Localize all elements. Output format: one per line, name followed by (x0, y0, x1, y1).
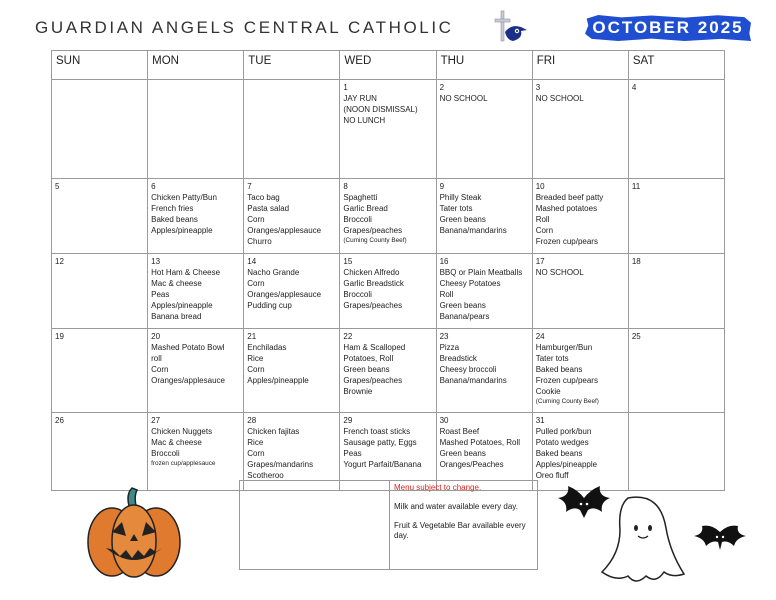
notes-blank-cell (240, 481, 390, 569)
cross-bird-logo (493, 10, 529, 48)
menu-item: Taco bag (247, 193, 280, 202)
menu-item: Oranges/applesauce (247, 226, 322, 235)
menu-item: Apples/pineapple (151, 301, 213, 310)
day-number: 10 (535, 182, 545, 191)
day-number: 20 (151, 332, 161, 341)
day-cell (340, 179, 436, 254)
day-cell (148, 413, 244, 491)
calendar-body (52, 80, 725, 491)
day-cell (436, 413, 532, 491)
weekday-header: SUN (52, 51, 148, 80)
day-cell (148, 80, 244, 179)
menu-item: Oranges/Peaches (439, 460, 504, 469)
menu-item: Corn (247, 279, 265, 288)
day-cell (628, 80, 724, 179)
menu-item: Corn (247, 449, 265, 458)
menu-item: Roll (535, 215, 550, 224)
weekday-header: THU (436, 51, 532, 80)
menu-item: Rice (247, 354, 264, 363)
menu-item: Broccoli (343, 215, 372, 224)
day-number: 7 (247, 182, 252, 191)
menu-item: Grapes/peaches (343, 226, 403, 235)
menu-item: Potatoes, Roll (343, 354, 394, 363)
menu-item: roll (151, 354, 162, 363)
menu-item: Banana bread (151, 312, 202, 321)
menu-item: Cookie (535, 387, 561, 396)
day-number: 6 (151, 182, 156, 191)
menu-item: Oreo fluff (535, 471, 569, 480)
menu-item: Rice (247, 438, 264, 447)
menu-item: Tater tots (535, 354, 569, 363)
day-number: 29 (343, 416, 353, 425)
menu-item: Cheesy broccoli (439, 365, 497, 374)
weekday-header: MON (148, 51, 244, 80)
month-title: OCTOBER 2025 (592, 18, 744, 37)
day-number: 24 (535, 332, 545, 341)
menu-item: Green beans (439, 301, 486, 310)
day-cell (436, 80, 532, 179)
day-cell (628, 254, 724, 329)
menu-item: Hot Ham & Cheese (151, 268, 221, 277)
menu-item: Mashed potatoes (535, 204, 598, 213)
menu-item: NO LUNCH (343, 116, 386, 125)
menu-item: Nacho Grande (247, 268, 300, 277)
month-banner (585, 15, 751, 41)
menu-item: Enchiladas (247, 343, 287, 352)
weekday-header: TUE (244, 51, 340, 80)
menu-item: (Cuming County Beef) (343, 237, 407, 244)
menu-item: Green beans (439, 449, 486, 458)
day-number: 13 (151, 257, 161, 266)
menu-item: Baked beans (535, 449, 583, 458)
menu-item: Chicken fajitas (247, 427, 300, 436)
day-cell (436, 329, 532, 413)
menu-item: Peas (151, 290, 170, 299)
menu-item: Corn (151, 365, 169, 374)
day-number: 16 (439, 257, 449, 266)
menu-item: Pizza (439, 343, 460, 352)
ghost-icon (598, 492, 688, 588)
menu-item: NO SCHOOL (535, 268, 584, 277)
day-number: 27 (151, 416, 161, 425)
menu-item: French toast sticks (343, 427, 411, 436)
menu-item: Yogurt Parfait/Banana (343, 460, 422, 469)
weekday-header: WED (340, 51, 436, 80)
day-cell (628, 329, 724, 413)
menu-item: Green beans (343, 365, 390, 374)
weekday-header: SAT (628, 51, 724, 80)
menu-item: Breaded beef patty (535, 193, 604, 202)
weekday-header: FRI (532, 51, 628, 80)
day-number: 23 (439, 332, 449, 341)
menu-item: Frozen cup/pears (535, 237, 598, 246)
week-row (52, 80, 725, 179)
day-number: 28 (247, 416, 257, 425)
day-cell (340, 413, 436, 491)
school-name: GUARDIAN ANGELS CENTRAL CATHOLIC (35, 18, 454, 37)
day-cell (148, 179, 244, 254)
day-number: 4 (631, 83, 637, 92)
day-cell (244, 413, 340, 491)
menu-item: Tater tots (439, 204, 473, 213)
day-number: 9 (439, 182, 445, 191)
menu-item: Peas (343, 449, 362, 458)
menu-item: (Cuming County Beef) (535, 398, 599, 405)
day-cell (436, 179, 532, 254)
day-number: 15 (343, 257, 353, 266)
menu-change-notice: Menu subject to change. (394, 483, 482, 492)
day-cell (244, 254, 340, 329)
day-number: 5 (55, 182, 60, 191)
week-row (52, 254, 725, 329)
menu-item: Baked beans (151, 215, 198, 224)
day-cell (52, 80, 148, 179)
menu-item: Scotheroo (247, 471, 284, 480)
menu-item: Banana/mandarins (439, 226, 507, 235)
day-number: 19 (55, 332, 64, 341)
menu-item: Chicken Patty/Bun (151, 193, 217, 202)
menu-item: Green beans (439, 215, 486, 224)
menu-item: Oranges/applesauce (247, 290, 322, 299)
menu-item: Cheesy Potatoes (439, 279, 501, 288)
menu-item: Chicken Nuggets (151, 427, 213, 436)
menu-item: Spaghetti (343, 193, 378, 202)
menu-item: Apples/pineapple (247, 376, 309, 385)
menu-item: Grapes/peaches (343, 301, 403, 310)
day-cell (244, 80, 340, 179)
menu-item: Baked beans (535, 365, 583, 374)
day-number: 17 (535, 257, 545, 266)
day-number: 3 (535, 83, 541, 92)
day-cell (532, 254, 628, 329)
menu-item: Broccoli (343, 290, 372, 299)
day-number: 31 (535, 416, 545, 425)
day-number: 18 (631, 257, 641, 266)
menu-item: Broccoli (151, 449, 180, 458)
menu-item: frozen cup/applesauce (151, 460, 216, 467)
menu-item: Philly Steak (439, 193, 482, 202)
day-cell (52, 329, 148, 413)
day-number: 25 (631, 332, 641, 341)
menu-item: French fries (151, 204, 194, 213)
day-number: 21 (247, 332, 257, 341)
menu-item: Ham & Scalloped (343, 343, 406, 352)
menu-item: Apples/pineapple (535, 460, 598, 469)
day-number: 26 (55, 416, 64, 425)
day-cell (52, 254, 148, 329)
menu-item: Brownie (343, 387, 373, 396)
day-number: 8 (343, 182, 348, 191)
day-cell (628, 179, 724, 254)
menu-item: Mashed Potato Bowl (151, 343, 225, 352)
menu-item: Mac & cheese (151, 438, 202, 447)
day-number: 22 (343, 332, 353, 341)
menu-item: Corn (247, 215, 265, 224)
day-cell (532, 413, 628, 491)
menu-item: BBQ or Plain Meatballs (439, 268, 523, 277)
day-cell (148, 329, 244, 413)
week-row (52, 413, 725, 491)
day-number: 30 (439, 416, 449, 425)
day-number: 14 (247, 257, 257, 266)
menu-item: Frozen cup/pears (535, 376, 598, 385)
day-cell (532, 80, 628, 179)
day-cell (244, 179, 340, 254)
menu-item: Chicken Alfredo (343, 268, 400, 277)
menu-item: Pudding cup (247, 301, 292, 310)
day-number: 12 (55, 257, 64, 266)
day-cell (52, 413, 148, 491)
menu-item: Corn (535, 226, 554, 235)
menu-item: Potato wedges (535, 438, 589, 447)
menu-item: Banana/pears (439, 312, 490, 321)
day-cell (436, 254, 532, 329)
menu-item: Sausage patty, Eggs (343, 438, 417, 447)
menu-item: Breadstick (439, 354, 477, 363)
menu-item: NO SCHOOL (535, 94, 584, 103)
menu-item: Mac & cheese (151, 279, 202, 288)
day-cell (148, 254, 244, 329)
menu-item: Mashed Potatoes, Roll (439, 438, 521, 447)
day-cell (340, 329, 436, 413)
menu-item: Banana/mandarins (439, 376, 507, 385)
day-cell (244, 329, 340, 413)
day-cell (52, 179, 148, 254)
menu-item: (NOON DISMISSAL) (343, 105, 418, 114)
week-row (52, 329, 725, 413)
lunch-calendar (51, 50, 725, 491)
menu-item: Grapes/mandarins (247, 460, 314, 469)
fruit-veg-note: Fruit & Vegetable Bar available every day. (394, 521, 526, 540)
jack-o-lantern-icon (86, 486, 182, 580)
menu-item: Grapes/peaches (343, 376, 403, 385)
menu-item: Oranges/applesauce (151, 376, 225, 385)
milk-water-note: Milk and water available every day. (394, 502, 518, 511)
menu-item: Roast Beef (439, 427, 480, 436)
menu-item: NO SCHOOL (439, 94, 488, 103)
menu-item: Roll (439, 290, 454, 299)
menu-item: Churro (247, 237, 272, 246)
day-number: 2 (439, 83, 445, 92)
weekday-header-row (52, 51, 725, 80)
bat-icon (692, 522, 748, 552)
day-cell (340, 254, 436, 329)
menu-notes-box (239, 480, 538, 570)
menu-item: Garlic Breadstick (343, 279, 404, 288)
day-cell (340, 80, 436, 179)
day-number: 11 (631, 182, 641, 191)
day-number: 1 (343, 83, 348, 92)
week-row (52, 179, 725, 254)
menu-item: Hamburger/Bun (535, 343, 593, 352)
day-cell (532, 329, 628, 413)
menu-item: JAY RUN (343, 94, 377, 103)
menu-item: Pulled pork/bun (535, 427, 592, 436)
menu-item: Apples/pineapple (151, 226, 213, 235)
day-cell (628, 413, 724, 491)
notes-text-cell (390, 481, 537, 569)
menu-item: Corn (247, 365, 265, 374)
menu-item: Garlic Bread (343, 204, 388, 213)
day-cell (532, 179, 628, 254)
menu-item: Pasta salad (247, 204, 290, 213)
